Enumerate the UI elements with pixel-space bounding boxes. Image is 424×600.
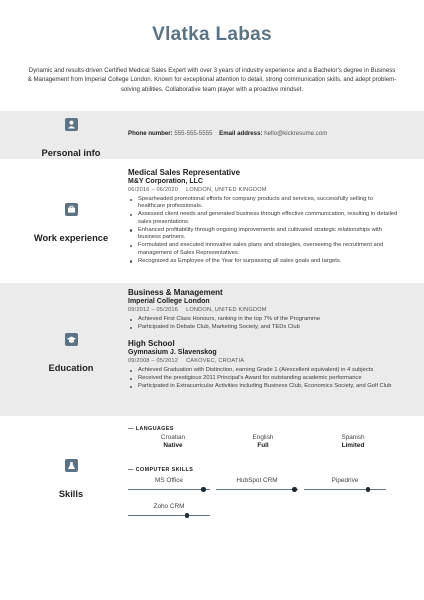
email-label: Email address: [219,130,263,137]
language-name: Spanish [341,434,365,441]
job-meta [128,186,398,195]
computer-skill-name: MS Office [155,477,183,484]
email-value: hello@kickresume.com [264,130,328,137]
skill-bar [128,489,210,490]
education-entry [128,339,398,391]
phone-value: 555-555-5555 [174,130,213,137]
list-item: Assessed client needs and generated business through effective communication, resulting in detailed sales presentations. [128,211,398,226]
education-location: LONDON, UNITED KINGDOM [186,307,267,313]
list-item: Formulated and executed innovative sales plans and strategies, overseeing the recruitment and management of Sales Representatives. [128,242,398,257]
job-title: Medical Sales Representative [128,168,241,177]
education-meta [128,306,398,315]
skills-section-left [0,459,142,499]
languages-list [128,434,398,450]
language-item [218,434,308,450]
language-level: Limited [341,442,365,449]
list-item: Achieved Graduation with Distinction, earning Grade 1 (A/excellent equivalent) in 4 subjects [128,367,398,374]
contact-line [128,130,398,137]
list-item: Achieved First Class Honours, ranking in the top 7% of the Programme [128,316,398,323]
candidate-name: Vlatka Labas [152,24,272,45]
computer-skill-name: Zoho CRM [153,503,185,510]
education-dates: 09/2008 – 05/2012 [128,358,179,364]
language-name: English [252,434,274,441]
job-entry [128,168,398,266]
language-name: Croatian [160,434,186,441]
education-location: CAKOVEC, CROATIA [186,358,245,364]
computer-skill-item [304,477,386,490]
list-item: Enhanced profitability through ongoing improvements and cultivated strategic relationships with business partners. [128,227,398,242]
languages-heading-text: LANGUAGES [135,426,174,432]
computer-skill-item [128,503,210,516]
personal-info-section [0,111,424,159]
education-meta [128,357,398,366]
education-entry [128,288,398,332]
language-level: Full [257,442,269,449]
skill-bar [216,489,298,490]
section-title-personal: Personal info [41,148,101,158]
summary: Dynamic and results-driven Certified Medical Sales Expert with over 3 years of industry experience and a Bachelor's degree in Business & Management from Imperial College London. Known for exceptional attention to detail, strong communication skills, and adept problem-solving abilities. Collaborative team player with a proactive mindset. [27,67,397,93]
employer: M&Y Corporation, LLC [128,177,203,185]
languages-heading: — LANGUAGES [128,426,174,432]
computer-skill-item [216,477,298,490]
education-bullets [128,367,398,390]
language-level: Native [163,442,183,449]
degree-title: Business & Management [128,288,223,297]
language-item [308,434,398,450]
briefcase-icon [65,203,78,216]
degree-title: High School [128,339,175,348]
computer-skills-heading: — COMPUTER SKILLS [128,467,194,473]
graduation-cap-icon [65,333,78,346]
section-title-skills: Skills [58,489,84,499]
education-bullets [128,316,398,331]
flask-icon [65,459,78,472]
computer-skill-name: Pipedrive [331,477,359,484]
computer-skill-item [128,477,210,490]
skill-level-dot [185,513,190,518]
person-icon [65,118,78,131]
skill-bar [304,489,386,490]
education-dates: 09/2012 – 05/2016 [128,307,179,313]
computer-skills-heading-text: COMPUTER SKILLS [135,467,194,473]
job-bullets [128,196,398,265]
phone-label: Phone number: [128,130,173,137]
list-item: Participated in Extracurricular Activities including Business Club, Economics Society, and Golf Club [128,383,398,390]
skill-level-dot [201,487,206,492]
job-dates: 06/2016 – 06/2020 [128,187,179,193]
skill-level-dot [292,487,297,492]
skill-level-dot [366,487,371,492]
education-section [0,283,424,416]
language-item [128,434,218,450]
computer-skill-name: HubSpot CRM [236,477,278,484]
work-experience-section [0,163,424,279]
list-item: Participated in Debate Club, Marketing Society, and TEDx Club [128,324,398,331]
school-name: Imperial College London [128,297,210,305]
list-item: Recognized as Employee of the Year for surpassing all sales goals and targets. [128,258,398,265]
skill-bar [128,515,210,516]
list-item: Spearheaded promotional efforts for company products and services, successfully selling to healthcare professionals. [128,196,398,211]
school-name: Gymnasium J. Slavenskog [128,348,217,356]
section-title-education: Education [48,363,94,373]
section-title-work: Work experience [33,233,109,243]
job-location: LONDON, UNITED KINGDOM [186,187,267,193]
list-item: Received the prestigious 2011 Principal's Award for outstanding academic performance [128,375,398,382]
